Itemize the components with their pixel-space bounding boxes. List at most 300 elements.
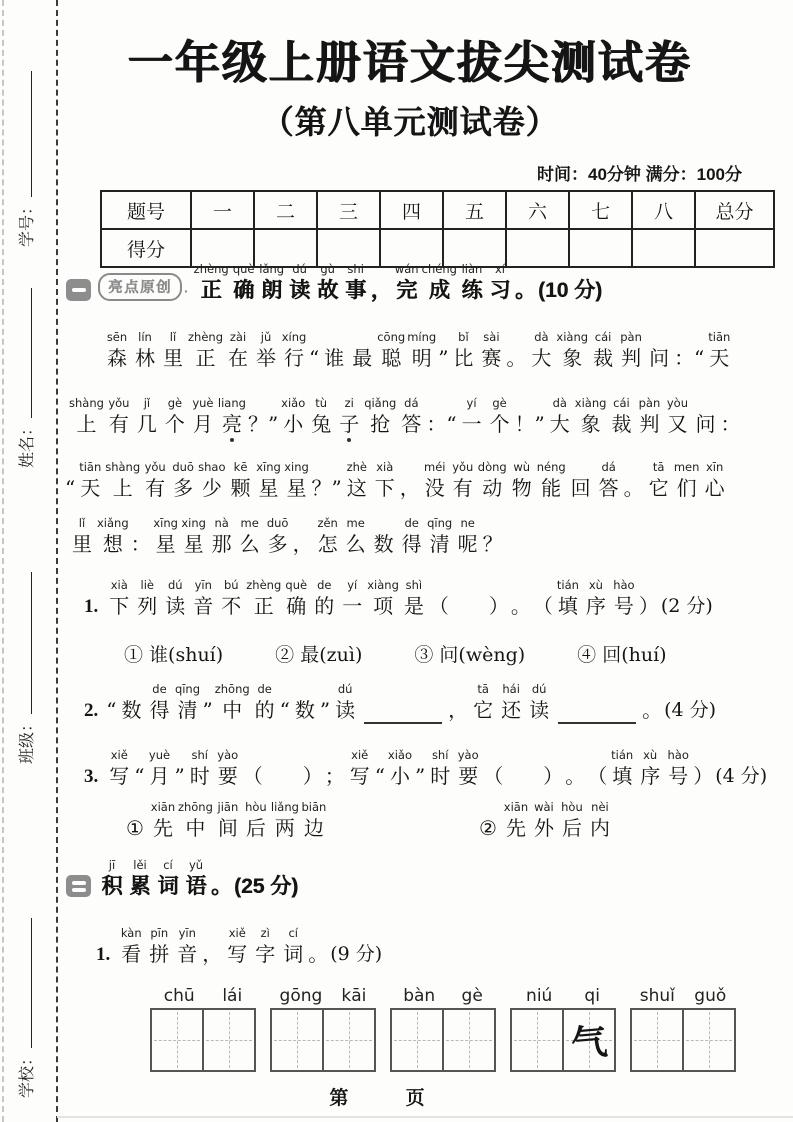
- character: 数: [373, 532, 394, 556]
- character: 得: [401, 532, 422, 556]
- character: 先: [152, 816, 173, 840]
- pinyin-annotation: jiān: [217, 800, 239, 814]
- pinyin-annotation: jī: [108, 858, 116, 872]
- ruby-token: [243, 748, 323, 790]
- character: 里: [163, 346, 183, 370]
- ruby-token: [371, 516, 397, 558]
- grid-pinyin: guǒ: [694, 986, 727, 1006]
- ruby-token: [99, 858, 125, 900]
- question-3-text: [105, 748, 768, 790]
- ruby-token: [624, 460, 644, 502]
- pinyin-annotation: [130, 682, 134, 697]
- ruby-token: [618, 330, 644, 372]
- character: 列: [137, 594, 158, 618]
- character-writing-cell: [444, 1010, 494, 1070]
- ruby-token: [565, 748, 585, 790]
- character: ①: [126, 816, 144, 840]
- score-table-column-header: 一: [191, 191, 254, 229]
- character: 要: [217, 764, 238, 788]
- ruby-token: [321, 330, 347, 372]
- pinyin-annotation: shí: [431, 748, 449, 762]
- character: ”: [438, 346, 449, 370]
- ruby-token: [308, 396, 334, 438]
- ruby-token: [429, 578, 509, 620]
- character: 。: [510, 594, 531, 618]
- character: 小: [389, 764, 410, 788]
- ruby-token: [190, 396, 216, 438]
- pinyin-annotation: [283, 682, 287, 697]
- original-highlight-badge: 亮点原创: [98, 273, 182, 301]
- ruby-token: [559, 800, 585, 842]
- answer-option: ② 最(zuì): [275, 644, 363, 666]
- student-id-blank-line: [17, 71, 32, 197]
- character: 。: [506, 346, 527, 370]
- pinyin-annotation: dá: [601, 460, 616, 474]
- ruby-token: [155, 858, 181, 900]
- character: 行: [284, 346, 304, 370]
- pinyin-annotation: [316, 926, 320, 941]
- ruby-token: [575, 396, 607, 438]
- character: 赛: [481, 346, 502, 370]
- ruby-token: [459, 262, 485, 304]
- ruby-token: [455, 516, 481, 558]
- character: ）: [638, 594, 659, 618]
- pinyin-annotation: pàn: [638, 396, 661, 410]
- character: ，: [292, 532, 313, 556]
- pinyin-annotation: shí: [191, 748, 208, 762]
- pinyin-annotation: zhèng: [246, 578, 282, 592]
- character: 颗: [230, 476, 251, 500]
- ruby-token: [280, 926, 306, 968]
- character: 写: [227, 942, 248, 966]
- ruby-token: [583, 578, 609, 620]
- character: 事: [345, 279, 367, 302]
- pinyin-annotation: [332, 330, 336, 345]
- pinyin-annotation: hào: [667, 748, 689, 762]
- ruby-token: [360, 682, 446, 724]
- paper-title: 一年级上册语文拔尖测试卷: [127, 37, 692, 88]
- ruby-token: [118, 682, 144, 724]
- ruby-token: [292, 682, 318, 724]
- character: 有: [145, 476, 166, 500]
- ruby-token: [153, 516, 179, 558]
- school-blank-line: [17, 918, 32, 1048]
- ruby-token: [146, 926, 172, 968]
- character: (4 分): [664, 699, 717, 721]
- ruby-token: [252, 926, 278, 968]
- ruby-token: [280, 396, 306, 438]
- pinyin-annotation: yǒu: [108, 396, 130, 410]
- character: 举: [256, 346, 276, 370]
- pinyin-annotation: yí: [466, 396, 477, 410]
- pinyin-annotation: [441, 330, 445, 345]
- pinyin-annotation: [632, 460, 636, 475]
- character: ：: [130, 532, 151, 556]
- ruby-token: [637, 748, 663, 790]
- character-writing-cell: [392, 1010, 444, 1070]
- character: (10 分): [537, 279, 603, 302]
- ruby-token: [344, 460, 370, 502]
- ruby-token: [415, 748, 425, 790]
- ruby-token: [364, 396, 396, 438]
- character: 看: [121, 942, 142, 966]
- character-writing-cell: [204, 1010, 254, 1070]
- character-boxes: [150, 1008, 256, 1072]
- ruby-token: [427, 516, 453, 558]
- ruby-token: [478, 460, 507, 502]
- ruby-token: [343, 516, 369, 558]
- character-boxes: [510, 1008, 616, 1072]
- ruby-token: [218, 396, 246, 438]
- character: “: [279, 698, 290, 722]
- pinyin-annotation: xí: [494, 262, 505, 276]
- character: 。: [623, 476, 644, 500]
- ruby-token: [568, 460, 594, 502]
- margin-field-name: [14, 288, 37, 468]
- pinyin-annotation: cái: [613, 396, 630, 410]
- character: ”: [202, 698, 213, 722]
- character: ？: [482, 532, 503, 556]
- pinyin-annotation: què: [232, 262, 255, 276]
- character-writing-cell: [272, 1010, 324, 1070]
- character: 答: [401, 412, 422, 436]
- pinyin-annotation: néng: [536, 460, 566, 474]
- pinyin-annotation: [519, 578, 523, 593]
- ruby-token: [178, 800, 213, 842]
- margin-field-student-id: [14, 71, 37, 247]
- pinyin-annotation: [301, 516, 305, 531]
- character: 小: [283, 412, 304, 436]
- ruby-token: [478, 330, 504, 372]
- ruby-token: [426, 396, 456, 438]
- question-3-option-2: [478, 800, 614, 842]
- character-boxes: [630, 1008, 736, 1072]
- character-writing-cell: [564, 1010, 614, 1070]
- character: ：“: [426, 412, 457, 436]
- character-writing-cell: [324, 1010, 374, 1070]
- character: 象: [580, 412, 601, 436]
- pinyin-annotation: [206, 682, 210, 697]
- character: 一: [461, 412, 482, 436]
- ruby-token: [450, 330, 476, 372]
- character: 外: [533, 816, 554, 840]
- ruby-token: [587, 800, 613, 842]
- pinyin-annotation: cí: [288, 926, 299, 940]
- character: 裁: [611, 412, 632, 436]
- ruby-token: [311, 578, 337, 620]
- character: 它: [648, 476, 669, 500]
- section-one-heading: [193, 262, 603, 304]
- character: 谁: [324, 346, 345, 370]
- ruby-token: [248, 396, 278, 438]
- ruby-token: [692, 396, 718, 438]
- writing-grid-group: [510, 986, 616, 1072]
- ruby-token: [106, 578, 132, 620]
- pinyin-annotation: zhè: [346, 460, 367, 474]
- pinyin-annotation: yuè: [192, 396, 214, 410]
- pinyin-annotation: tián: [556, 578, 579, 592]
- ruby-token: [720, 396, 740, 438]
- character: 它: [473, 698, 494, 722]
- character: 抢: [370, 412, 391, 436]
- writing-grid-group: [630, 986, 736, 1072]
- ruby-token: [209, 516, 235, 558]
- ruby-token: [509, 460, 535, 502]
- score-table-column-header: 五: [443, 191, 506, 229]
- character: 动: [482, 476, 503, 500]
- pinyin-annotation: xíng: [281, 330, 307, 344]
- pinyin-annotation: shi: [347, 262, 364, 276]
- pinyin-annotation: [687, 330, 691, 345]
- score-table-header-row: [101, 191, 774, 229]
- ruby-token: [483, 516, 503, 558]
- page-edge-dashed-line: [2, 0, 4, 1122]
- character: （: [587, 764, 608, 788]
- ruby-token: [347, 748, 373, 790]
- question-3: [84, 748, 768, 790]
- pinyin-annotation: yòu: [666, 396, 688, 410]
- character: 号: [613, 594, 634, 618]
- pinyin-annotation: [354, 926, 358, 941]
- pinyin-annotation: qīng: [174, 682, 201, 696]
- ruby-token: [636, 396, 662, 438]
- badge-dot: ·: [184, 283, 189, 299]
- pinyin-annotation: nà: [214, 516, 229, 530]
- ruby-token: [427, 748, 453, 790]
- ruby-token: [693, 748, 713, 790]
- character: 比: [453, 346, 474, 370]
- pinyin-annotation: dú: [531, 682, 547, 696]
- ruby-token: [293, 516, 313, 558]
- pinyin-annotation: de: [317, 578, 332, 592]
- pinyin-annotation: de: [404, 516, 419, 530]
- pinyin-annotation: xià: [110, 578, 128, 592]
- character: 语: [185, 875, 207, 898]
- character: 几: [136, 412, 157, 436]
- pinyin-annotation: xīng: [153, 516, 178, 530]
- time-score-info: 时间：40分钟 满分：100分: [537, 165, 742, 184]
- pinyin-annotation: dòng: [477, 460, 507, 474]
- pinyin-annotation: shì: [405, 578, 423, 592]
- ruby-token: [611, 578, 637, 620]
- character: 一: [342, 594, 363, 618]
- pinyin-annotation: què: [285, 578, 308, 592]
- ruby-token: [336, 396, 362, 438]
- margin-field-school: [14, 918, 37, 1098]
- ruby-token: [69, 516, 95, 558]
- character: 读: [529, 698, 550, 722]
- ruby-token: [243, 800, 269, 842]
- ruby-token: [715, 748, 767, 790]
- pinyin-annotation: xiǎo: [387, 748, 412, 762]
- character: ，: [448, 698, 469, 722]
- score-table-column-header: 六: [506, 191, 569, 229]
- character: 天: [709, 346, 730, 370]
- ruby-token: [194, 262, 229, 304]
- ruby-token: [320, 682, 330, 724]
- pinyin-annotation: [595, 682, 599, 697]
- pinyin-annotation: [178, 748, 182, 763]
- pinyin-annotation: [688, 682, 692, 697]
- pinyin-annotation: duō: [266, 516, 289, 530]
- ruby-token: [377, 330, 405, 372]
- character: 回: [570, 476, 591, 500]
- pinyin-annotation: [382, 516, 386, 531]
- pinyin-annotation: liàn: [461, 262, 483, 276]
- ruby-token: [664, 682, 716, 724]
- character: 号: [668, 764, 689, 788]
- pinyin-annotation: gù: [320, 262, 335, 276]
- pinyin-annotation: ne: [460, 516, 475, 530]
- character: 答: [598, 476, 619, 500]
- pinyin-annotation: xù: [588, 578, 603, 592]
- ruby-token: [526, 682, 552, 724]
- pinyin-annotation: [139, 516, 143, 531]
- ruby-token: [702, 460, 728, 502]
- pinyin-annotation: yǒu: [452, 460, 474, 474]
- character: 数: [294, 698, 315, 722]
- ruby-token: [132, 330, 158, 372]
- character: 。: [514, 279, 536, 302]
- pinyin-annotation: [701, 748, 705, 763]
- pinyin-annotation: tián: [611, 748, 634, 762]
- score-table: [100, 190, 775, 268]
- character: 后: [245, 816, 266, 840]
- pinyin-annotation: tù: [315, 396, 328, 410]
- pinyin-annotation: xiàng: [367, 578, 399, 592]
- pinyin-annotation: [595, 748, 599, 763]
- pinyin-annotation: dà: [552, 396, 567, 410]
- ruby-token: [253, 330, 279, 372]
- character: 最: [352, 346, 373, 370]
- ruby-token: [438, 330, 448, 372]
- ruby-token: [674, 330, 704, 372]
- margin-dashed-line: [56, 0, 58, 1122]
- character: 心: [704, 476, 725, 500]
- character: 大: [531, 346, 552, 370]
- pinyin-annotation: [486, 800, 490, 815]
- character: 时: [189, 764, 210, 788]
- pinyin-annotation: [647, 578, 651, 593]
- pinyin-annotation: sài: [483, 330, 500, 344]
- pinyin-annotation: nèi: [591, 800, 609, 814]
- question-2: [84, 682, 717, 724]
- question-1: [84, 578, 714, 620]
- pinyin-annotation: [220, 858, 224, 873]
- pinyin-annotation: dá: [404, 396, 419, 410]
- character: ！”: [514, 412, 545, 436]
- character: 读: [165, 594, 186, 618]
- pinyin-annotation: [303, 682, 307, 697]
- pinyin-annotation: [467, 578, 471, 593]
- section-two-header: [66, 858, 299, 900]
- pinyin-annotation: de: [257, 682, 272, 696]
- ruby-token: [325, 748, 345, 790]
- ruby-token: [371, 262, 392, 304]
- answer-option: ① 谁(shuí): [124, 644, 224, 666]
- ruby-token: [187, 748, 213, 790]
- pinyin-annotation: [360, 330, 364, 345]
- ruby-token: [587, 748, 607, 790]
- ruby-token: [202, 682, 212, 724]
- pinyin-annotation: zi: [344, 396, 354, 410]
- question-1-number: 1.: [84, 596, 99, 617]
- grid-pinyin: lái: [222, 986, 243, 1006]
- pinyin-annotation: cí: [163, 858, 173, 872]
- pinyin-annotation: pàn: [620, 330, 642, 344]
- pinyin-annotation: [456, 682, 460, 697]
- character: 项: [373, 594, 394, 618]
- character: 能: [541, 476, 562, 500]
- score-table-column-header: 八: [632, 191, 695, 229]
- pinyin-annotation: [325, 460, 329, 475]
- character: 得: [149, 698, 170, 722]
- character: 月: [149, 764, 170, 788]
- pinyin-annotation: yí: [347, 578, 358, 592]
- pinyin-annotation: [418, 748, 422, 763]
- ruby-token: [127, 858, 153, 900]
- pinyin-annotation: xiān: [150, 800, 176, 814]
- character: （ ）: [483, 764, 564, 788]
- character: (9 分): [330, 943, 383, 965]
- character: 积: [101, 875, 123, 898]
- character: 。: [565, 764, 586, 788]
- ruby-token: [332, 682, 358, 724]
- pinyin-annotation: yīn: [178, 926, 196, 940]
- pinyin-annotation: míng: [407, 330, 437, 344]
- pinyin-annotation: yīn: [194, 578, 212, 592]
- grid-pinyin-row: [150, 986, 256, 1008]
- pinyin-annotation: shàng: [105, 460, 141, 474]
- section-two-icon: [66, 875, 91, 897]
- character: 正: [195, 346, 216, 370]
- ruby-token: [134, 396, 160, 438]
- ruby-token: [228, 460, 254, 502]
- ruby-token: [105, 460, 140, 502]
- character: ”: [319, 698, 331, 722]
- ruby-token: [271, 800, 299, 842]
- character: 。: [642, 698, 663, 722]
- pinyin-annotation: tiān: [708, 330, 731, 344]
- pinyin-annotation: [323, 682, 327, 697]
- character: 森: [107, 346, 127, 370]
- character-writing-cell: [512, 1010, 564, 1070]
- writing-grid-group: [270, 986, 376, 1072]
- pinyin-annotation: de: [152, 682, 167, 696]
- character: 呢: [457, 532, 478, 556]
- ruby-token: [256, 460, 282, 502]
- pinyin-annotation: xing: [181, 516, 206, 530]
- character: “: [134, 764, 145, 788]
- ruby-token: [554, 682, 640, 724]
- ruby-token: [528, 330, 554, 372]
- pinyin-annotation: [138, 748, 142, 763]
- pinyin-annotation: yǔ: [188, 858, 204, 872]
- pinyin-annotation: lín: [138, 330, 152, 344]
- character: 时: [430, 764, 451, 788]
- pinyin-annotation: [264, 858, 268, 873]
- fill-in-blank-line: [558, 697, 636, 724]
- pinyin-annotation: xù: [643, 748, 658, 762]
- ruby-token: [211, 858, 232, 900]
- ruby-token: [215, 800, 241, 842]
- character: 要: [458, 764, 479, 788]
- ruby-token: [170, 460, 196, 502]
- score-cell: [695, 229, 774, 267]
- character: 亮: [221, 412, 242, 436]
- pinyin-annotation: [729, 396, 733, 411]
- character: 音: [177, 942, 198, 966]
